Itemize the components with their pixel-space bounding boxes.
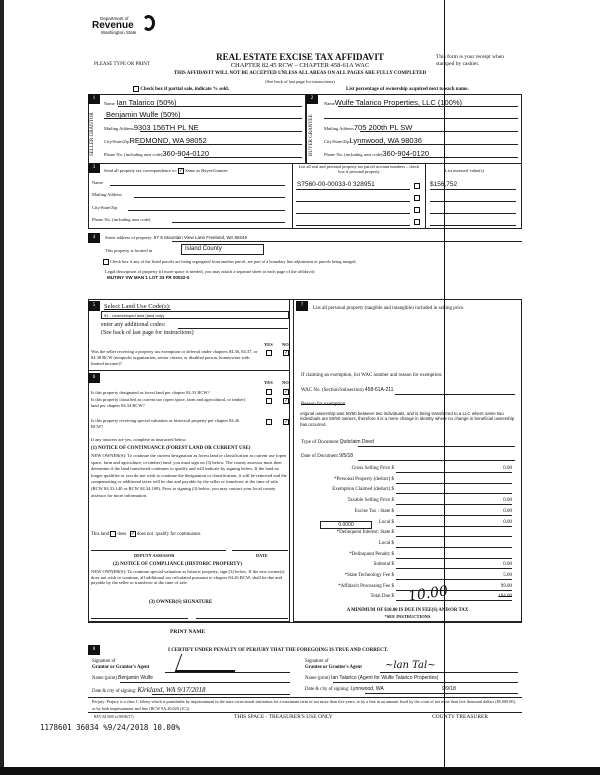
reason-label: Reason for exemption — [301, 402, 346, 407]
seller-city-field[interactable]: City/State/ZipREDMOND, WA 98052 — [104, 136, 207, 145]
street-address-field[interactable]: Street address of property: 57 S Mountain View Lane Freeland, WA 98249 — [105, 235, 248, 240]
buyer-name-field[interactable]: NameWulfe Talarico Properties, LLC (100%) — [324, 98, 463, 107]
fee-underline — [396, 509, 512, 516]
fee-underline — [396, 477, 512, 484]
grantee-date: 9/9/18 — [442, 686, 456, 692]
fee-label: *State Technology Fee $ — [344, 573, 394, 578]
corr-name-label: Name — [92, 180, 103, 185]
see-back-label: (See back of last page for instructions) — [101, 330, 194, 336]
section-number: 2 — [306, 94, 318, 104]
notice-continuance-text: NEW OWNER(S): To continue the current designation as forest land or classification as current use (open space, farm and agriculture, or timber) land, you must sign on (3) below. The county assessor must then determine if the land transferred continues to qualify and will indicate by signing below. If the land no longer qualifies or you do not wish to continue the designation or classification, it will be removed and the compensating or additional taxes will be due and payable by the seller or transferor at the time of sale. (RCW 84.33.140 or RCW 84.34.108). Prior to signing (3) below, you may contact your local county assessor for more information. — [91, 453, 287, 498]
local-rate-field[interactable]: 0.0000 — [320, 521, 372, 529]
fee-underline — [396, 562, 512, 569]
does-not-checkbox[interactable]: ✓ — [130, 531, 136, 537]
treasurer-stamp: 1178601 36034 %9/24/2018 10.00% — [40, 723, 180, 732]
exemption-question: Was the seller receiving a property tax exemption or deferral under chapters 84.36, 84.37, or 84.38 RCW (nonprofit organization, senior citizen, or disabled person, homeowner with limited income)? — [91, 349, 258, 366]
reason-field[interactable]: original ownership was 50/50 between two individuals, and is being transferred to a LLC where same two individuals are 50/50 owners, therefore it is a mere change in identity where no change in beneficial ownership has occurred. — [300, 411, 515, 427]
print-name-label: PRINT NAME — [170, 629, 206, 635]
section-number: 8 — [88, 645, 100, 655]
land-use-label: Select Land Use Code(s): — [104, 303, 171, 310]
logo-text: Department of — [100, 16, 129, 21]
no-header: NO — [282, 380, 289, 385]
legal-description-field[interactable]: MUTINY VW MAN 1 LOT 33 FR 00032-0 — [107, 275, 190, 280]
grantee-signature-label: Signature of — [305, 659, 329, 664]
exemption-label: If claiming an exemption, list WAC number and reason for exemption: — [301, 373, 443, 378]
completion-warning: THIS AFFIDAVIT WILL NOT BE ACCEPTED UNLESS ALL AREAS ON ALL PAGES ARE FULLY COMPLETED — [173, 71, 427, 76]
seller-address-field[interactable]: Mailing Address9303 156TH PL NE — [104, 123, 199, 132]
corr-city-label: City/State/Zip — [92, 205, 118, 210]
partial-sale-checkbox[interactable]: Check box if partial sale, indicate % sold. — [133, 86, 229, 92]
ownership-note: List percentage of ownership acquired next to each name. — [346, 87, 469, 92]
fee-label: *Affidavit Processing Fee $ — [338, 583, 394, 589]
fee-label: Gross Selling Price $ — [351, 466, 394, 471]
no-checkbox[interactable]: ✓ — [284, 419, 289, 425]
fee-label: Subtotal $ — [373, 562, 394, 568]
seller-phone-field[interactable]: Phone No. (including area code)360-904-0120 — [104, 149, 210, 158]
instructions-note: (See back of last page for instructions) — [265, 79, 335, 84]
fee-label: Local $ — [378, 540, 394, 546]
grantee-date-field[interactable]: Date & city of signing: Lynnwood, WA — [305, 686, 384, 692]
section-number: 3 — [88, 163, 100, 173]
fee-value-field[interactable]: 0.00 — [503, 562, 512, 568]
no-checkbox[interactable]: ✓ — [284, 350, 289, 356]
doc-type-field[interactable]: Type of Document Quitclaim Deed — [301, 439, 374, 445]
buyer-address-field[interactable]: Mailing Address705 200th PL SW — [324, 123, 413, 132]
current-use-question: Is this property classified as current use (open space, farm and agricultural, or timber) land per chapter 84.34 RCW? — [91, 397, 246, 408]
handwritten-total: 10.00 — [407, 583, 450, 605]
send-correspondence-label: Send all property tax correspondence to: ✓ Same as Buyer/Grantee — [104, 168, 228, 174]
fee-value-field[interactable]: 99.00 — [500, 583, 512, 589]
seller-side-label: SELLER GRANTOR — [90, 112, 95, 156]
section-number: 7 — [296, 301, 308, 311]
fee-label: *Personal Property (deduct) $ — [334, 476, 394, 482]
county-treasurer-label: COUNTY TREASURER — [432, 714, 489, 720]
fee-value-field[interactable]: 104.00 — [498, 594, 512, 600]
section-number: 1 — [88, 94, 100, 104]
corr-phone-label: Phone No. (including area code) — [92, 217, 151, 222]
form-subtitle: CHAPTER 82.45 RCW – CHAPTER 458-61A WAC — [230, 62, 370, 69]
fee-underline — [396, 541, 512, 548]
fee-label: Taxable Selling Price $ — [347, 498, 394, 504]
fee-underline — [396, 498, 512, 505]
grantee-signature: ~lan Tal~ — [385, 660, 436, 671]
yes-checkbox[interactable] — [266, 350, 272, 356]
receipt-note: This form is your receipt when stamped by cashier. — [436, 54, 504, 67]
grantor-date-field[interactable]: Date & city of signing: Kirkland, WA 9/17/2018 — [92, 686, 206, 694]
fee-label: Local $ — [378, 519, 394, 525]
yes-checkbox[interactable] — [266, 398, 272, 404]
assessed-value-field[interactable]: $156,752 — [430, 181, 458, 188]
notice-compliance-text: NEW OWNER(S): To continue special valuation as historic property, sign (3) below. If the new owner(s) does not wish to continue, all additional tax calculated pursuant to chapter 84.26 RCW, shall be due and payable by the seller or transferor at the time of sale. — [91, 569, 285, 585]
grantor-signature — [175, 654, 242, 672]
land-use-code-select[interactable]: 91 - Undeveloped land (land only) — [101, 311, 289, 319]
fee-value-field[interactable]: 0.00 — [503, 519, 512, 525]
personal-property-checkbox[interactable] — [414, 183, 420, 189]
segregate-checkbox[interactable]: Check box if any of the listed parcels are being segregated from another parcel, are part of a boundary line adjustment or parcels being merged. — [103, 259, 357, 265]
dor-logo — [92, 16, 136, 35]
additional-codes-input[interactable] — [178, 328, 288, 329]
fee-label: Total Due $ — [370, 594, 394, 600]
type-or-print: PLEASE TYPE OR PRINT — [94, 62, 150, 67]
scan-edge — [0, 0, 4, 775]
grantee-signature-label: Grantee or Grantee's Agent — [305, 665, 362, 670]
grantor-signature-label: Signature of — [92, 659, 116, 664]
fee-value-field[interactable]: 0.00 — [503, 466, 512, 471]
fee-underline — [396, 552, 512, 559]
county-field[interactable]: Island County — [181, 244, 264, 255]
section-number: 4 — [88, 233, 100, 243]
historical-property-question: Is this property receiving special valuation as historical property per chapter 84.26 RCW? — [91, 418, 240, 429]
yes-checkbox[interactable] — [266, 419, 272, 425]
parcel-header: List all real and personal property tax parcel account numbers – check box if personal property — [298, 164, 420, 174]
no-header: NO — [282, 342, 289, 347]
notice-compliance-title: (2) NOTICE OF COMPLIANCE (HISTORIC PROPERTY) — [113, 562, 242, 567]
notice-continuance-title: (1) NOTICE OF CONTINUANCE (FOREST LAND OR CURRENT USE) — [91, 446, 251, 451]
buyer-phone-field[interactable]: Phone No. (including area code)360-904-0120 — [324, 149, 430, 158]
seller-name-field[interactable]: Name Ian Talarico (50%) — [104, 98, 177, 107]
form-title: REAL ESTATE EXCISE TAX AFFIDAVIT — [216, 52, 384, 62]
certify-statement: I CERTIFY UNDER PENALTY OF PERJURY THAT THE FOREGOING IS TRUE AND CORRECT. — [168, 648, 389, 653]
treasurer-space-label: THIS SPACE - TREASURER'S USE ONLY — [234, 714, 333, 720]
fee-underline — [396, 466, 512, 473]
fee-value-field[interactable]: 5.00 — [503, 573, 512, 578]
see-instructions: *SEE INSTRUCTIONS — [384, 614, 431, 619]
qualify-continuance: This land does ✓ does not qualify for continuance. — [91, 531, 202, 538]
same-as-buyer-checkbox[interactable]: ✓ — [178, 168, 184, 174]
seller-name-2-field[interactable]: Benjamin Wulfe (50%) — [106, 110, 181, 119]
deputy-assessor-label: DEPUTY ASSESSOR — [134, 553, 175, 558]
section-number: 5 — [88, 301, 100, 311]
personal-property-label: List all personal property (tangible and intangible) included in selling price. — [313, 306, 465, 311]
personal-property-checkbox[interactable] — [414, 207, 420, 213]
yes-checkbox[interactable] — [266, 389, 272, 395]
forest-land-question: Is this property designated as forest land per chapter 84.33 RCW? — [91, 390, 210, 395]
if-yes-note: If any answers are yes, complete as instructed below. — [91, 437, 187, 442]
date-label: DATE — [256, 553, 268, 558]
minimum-fee-note: A MINIMUM OF $10.00 IS DUE IN FEE(S) AND/OR TAX — [346, 608, 469, 613]
parcel-number-field[interactable]: S7560-00-00033-0 328951 — [297, 181, 375, 188]
does-checkbox[interactable] — [110, 531, 116, 537]
doc-date-field[interactable]: Date of Document 9/5/18 — [301, 453, 354, 459]
personal-property-checkbox[interactable] — [414, 219, 420, 225]
logo-swirl-icon — [142, 15, 155, 31]
fee-label: Exemption Claimed (deduct) $ — [332, 487, 394, 493]
buyer-side-label: BUYER GRANTEE — [309, 114, 314, 156]
fee-label: *Delinquent Interest: State $ — [336, 530, 394, 536]
grantee-name-field[interactable]: Name (print) Ian Talarico (Agent for Wulfe Talarico Properties) — [305, 675, 439, 681]
personal-property-checkbox[interactable] — [414, 195, 420, 201]
logo-text: Washington State — [101, 30, 137, 35]
scan-bottom-band — [0, 767, 600, 775]
buyer-city-field[interactable]: City/State/ZipLynnwood, WA 98036 — [324, 136, 422, 145]
wac-field[interactable]: WAC No. (Section/Subsection) 458-61A-211 — [301, 387, 394, 393]
fee-underline — [396, 487, 512, 494]
perjury-notice: Perjury: Perjury is a class C felony which is punishable by imprisonment in the state correctional institution for a maximum term of not more than five years, or by a fine in an amount fixed by the court of not more than five thousand dollars ($5,000.00), or by both imprisonment and fine (RCW 9A.20.020 (1C)). — [92, 699, 516, 711]
section-number: 6 — [88, 373, 100, 383]
fee-value-field[interactable]: 0.00 — [503, 498, 512, 504]
located-in-label: This property is located in — [105, 248, 153, 253]
fee-label: *Delinquent Penalty $ — [349, 551, 394, 557]
grantor-signature-label: Grantor or Grantor's Agent — [92, 665, 150, 670]
yes-header: YES — [264, 342, 273, 347]
no-checkbox[interactable]: ✓ — [284, 389, 289, 395]
grantor-name-field[interactable]: Name (print) Benjamin Wulfe — [92, 675, 154, 681]
fee-underline — [396, 530, 512, 537]
yes-header: YES — [264, 380, 273, 385]
no-checkbox[interactable]: ✓ — [284, 398, 289, 404]
additional-codes-label: enter any additional codes: — [101, 322, 166, 328]
corr-address-label: Mailing Address — [92, 192, 122, 197]
fee-underline — [396, 520, 512, 527]
owner-signature-label: (3) OWNER(S) SIGNATURE — [149, 600, 213, 605]
fee-label: Excise Tax : State $ — [354, 508, 394, 514]
fee-underline — [396, 573, 512, 580]
assessed-value-header: List assessed value(s) — [445, 168, 484, 173]
fee-value-field[interactable]: 0.00 — [503, 508, 512, 514]
logo-text: Revenue — [92, 20, 134, 31]
form-revision: REV 84 0001a (09/06/17) — [94, 715, 134, 719]
legal-description-label: Legal description of property (if more space is needed, you may attach a separate sheet to each page of the affidavit) — [105, 269, 315, 274]
